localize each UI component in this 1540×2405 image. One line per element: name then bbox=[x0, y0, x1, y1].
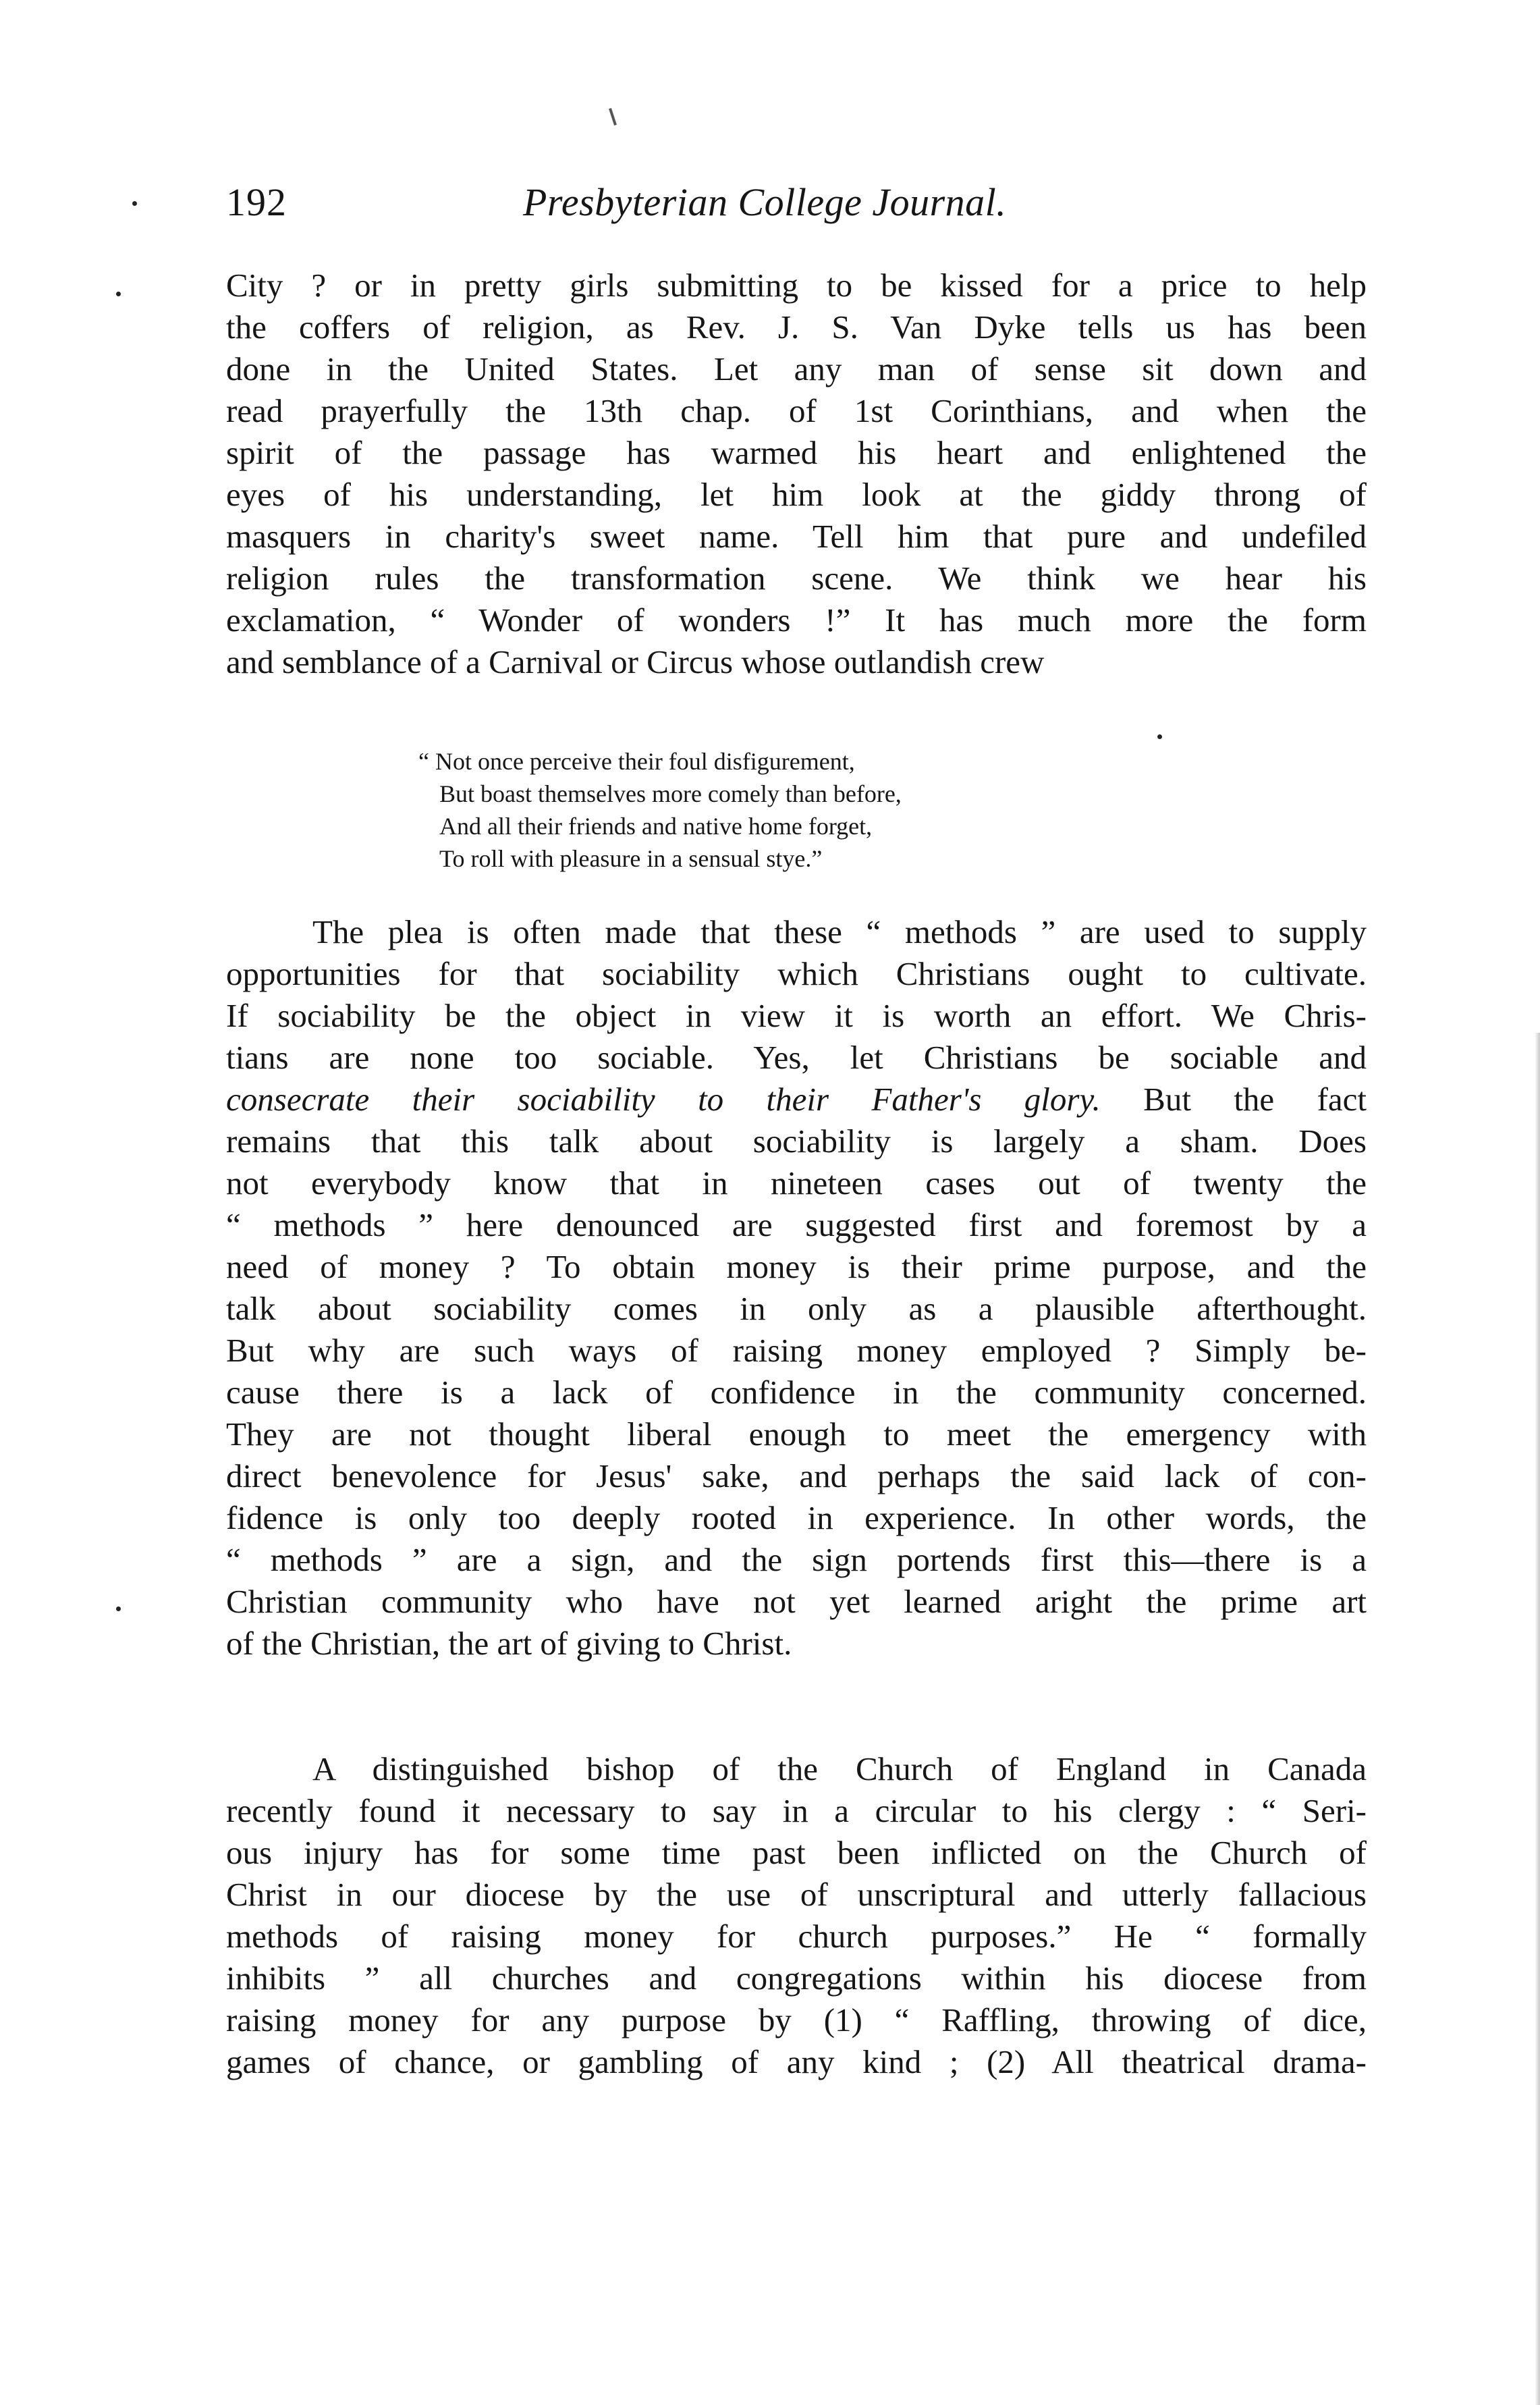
text-line: not everybody know that in nineteen cases out of twenty the bbox=[226, 1164, 1367, 1201]
margin-speck bbox=[116, 292, 121, 296]
text-line: cause there is a lack of confidence in the community concerned. bbox=[226, 1374, 1367, 1411]
text-line: Christ in our diocese by the use of unscriptural and utterly fallacious bbox=[226, 1876, 1367, 1913]
text-line: A distinguished bishop of the Church of England in Canada bbox=[312, 1750, 1367, 1787]
text-line: If sociability be the object in view it is worth an effort. We Chris- bbox=[226, 997, 1367, 1034]
text-line: Christian community who have not yet learned aright the prime art bbox=[226, 1583, 1367, 1620]
text-line: direct benevolence for Jesus' sake, and perhaps the said lack of con- bbox=[226, 1457, 1367, 1494]
text-line: recently found it necessary to say in a circular to his clergy : “ Seri- bbox=[226, 1792, 1367, 1829]
text-line: The plea is often made that these “ methods ” are used to supply bbox=[312, 913, 1367, 950]
text-line: They are not thought liberal enough to meet the emergency with bbox=[226, 1415, 1367, 1453]
text-line: opportunities for that sociability which Christians ought to cultivate. bbox=[226, 955, 1367, 992]
text-line: of the Christian, the art of giving to Christ. bbox=[226, 1625, 792, 1662]
text-line: tians are none too sociable. Yes, let Christians be sociable and bbox=[226, 1039, 1367, 1076]
text-fragment: But the fact bbox=[1100, 1081, 1367, 1118]
text-line: the coffers of religion, as Rev. J. S. Van Dyke tells us has been bbox=[226, 308, 1367, 346]
text-line: done in the United States. Let any man of sense sit down and bbox=[226, 350, 1367, 387]
text-line: raising money for any purpose by (1) “ Raffling, throwing of dice, bbox=[226, 2001, 1367, 2038]
text-line: remains that this talk about sociability is largely a sham. Does bbox=[226, 1123, 1367, 1160]
paragraph-1 bbox=[226, 265, 1367, 683]
text-line: religion rules the transformation scene. We think we hear his bbox=[226, 560, 1367, 597]
paragraph-2 bbox=[226, 911, 1367, 1665]
text-line: masquers in charity's sweet name. Tell him that pure and undefiled bbox=[226, 518, 1367, 555]
text-line: eyes of his understanding, let him look at the giddy throng of bbox=[226, 476, 1367, 513]
text-line: and semblance of a Carnival or Circus whose outlandish crew bbox=[226, 643, 1045, 680]
text-line: exclamation, “ Wonder of wonders !” It has much more the form bbox=[226, 601, 1367, 639]
text-line: “ methods ” are a sign, and the sign portends first this—there is a bbox=[226, 1541, 1367, 1578]
text-line: fidence is only too deeply rooted in experience. In other words, the bbox=[226, 1499, 1367, 1536]
text-line: ous injury has for some time past been inflicted on the Church of bbox=[226, 1834, 1367, 1871]
verse-line: But boast themselves more comely than before, bbox=[439, 780, 902, 807]
text-line: methods of raising money for church purposes.” He “ formally bbox=[226, 1918, 1367, 1955]
text-line: City ? or in pretty girls submitting to be kissed for a price to help bbox=[226, 267, 1367, 304]
text-line-with-emphasis bbox=[226, 1079, 1367, 1120]
page-header bbox=[226, 181, 1360, 242]
text-line: inhibits ” all churches and congregations within his diocese from bbox=[226, 1960, 1367, 1997]
ink-tick-mark bbox=[609, 108, 617, 126]
text-line: need of money ? To obtain money is their prime purpose, and the bbox=[226, 1248, 1367, 1285]
page-number: 192 bbox=[226, 180, 287, 224]
text-line: games of chance, or gambling of any kind ; (2) All theatrical drama- bbox=[226, 2043, 1367, 2080]
paragraph-3 bbox=[226, 1748, 1367, 2083]
verse-line: And all their friends and native home forget, bbox=[439, 813, 873, 840]
margin-speck bbox=[116, 1606, 121, 1611]
text-line: But why are such ways of raising money employed ? Simply be- bbox=[226, 1332, 1367, 1369]
emphasized-phrase: consecrate their sociability to their Father's glory. bbox=[226, 1081, 1101, 1118]
text-line: “ methods ” here denounced are suggested first and foremost by a bbox=[226, 1206, 1367, 1243]
verse-line: To roll with pleasure in a sensual stye.” bbox=[439, 845, 823, 872]
text-line: read prayerfully the 13th chap. of 1st Corinthians, and when the bbox=[226, 392, 1367, 429]
page-edge-shadow bbox=[1535, 1033, 1540, 2405]
margin-speck bbox=[1157, 734, 1162, 739]
text-line: spirit of the passage has warmed his heart and enlightened the bbox=[226, 434, 1367, 471]
running-title: Presbyterian College Journal. bbox=[523, 180, 1007, 224]
text-line: talk about sociability comes in only as a plausible afterthought. bbox=[226, 1290, 1367, 1327]
verse-line: “ Not once perceive their foul disfigurement, bbox=[418, 748, 855, 775]
margin-speck bbox=[132, 201, 137, 206]
verse-quotation bbox=[418, 745, 1174, 875]
